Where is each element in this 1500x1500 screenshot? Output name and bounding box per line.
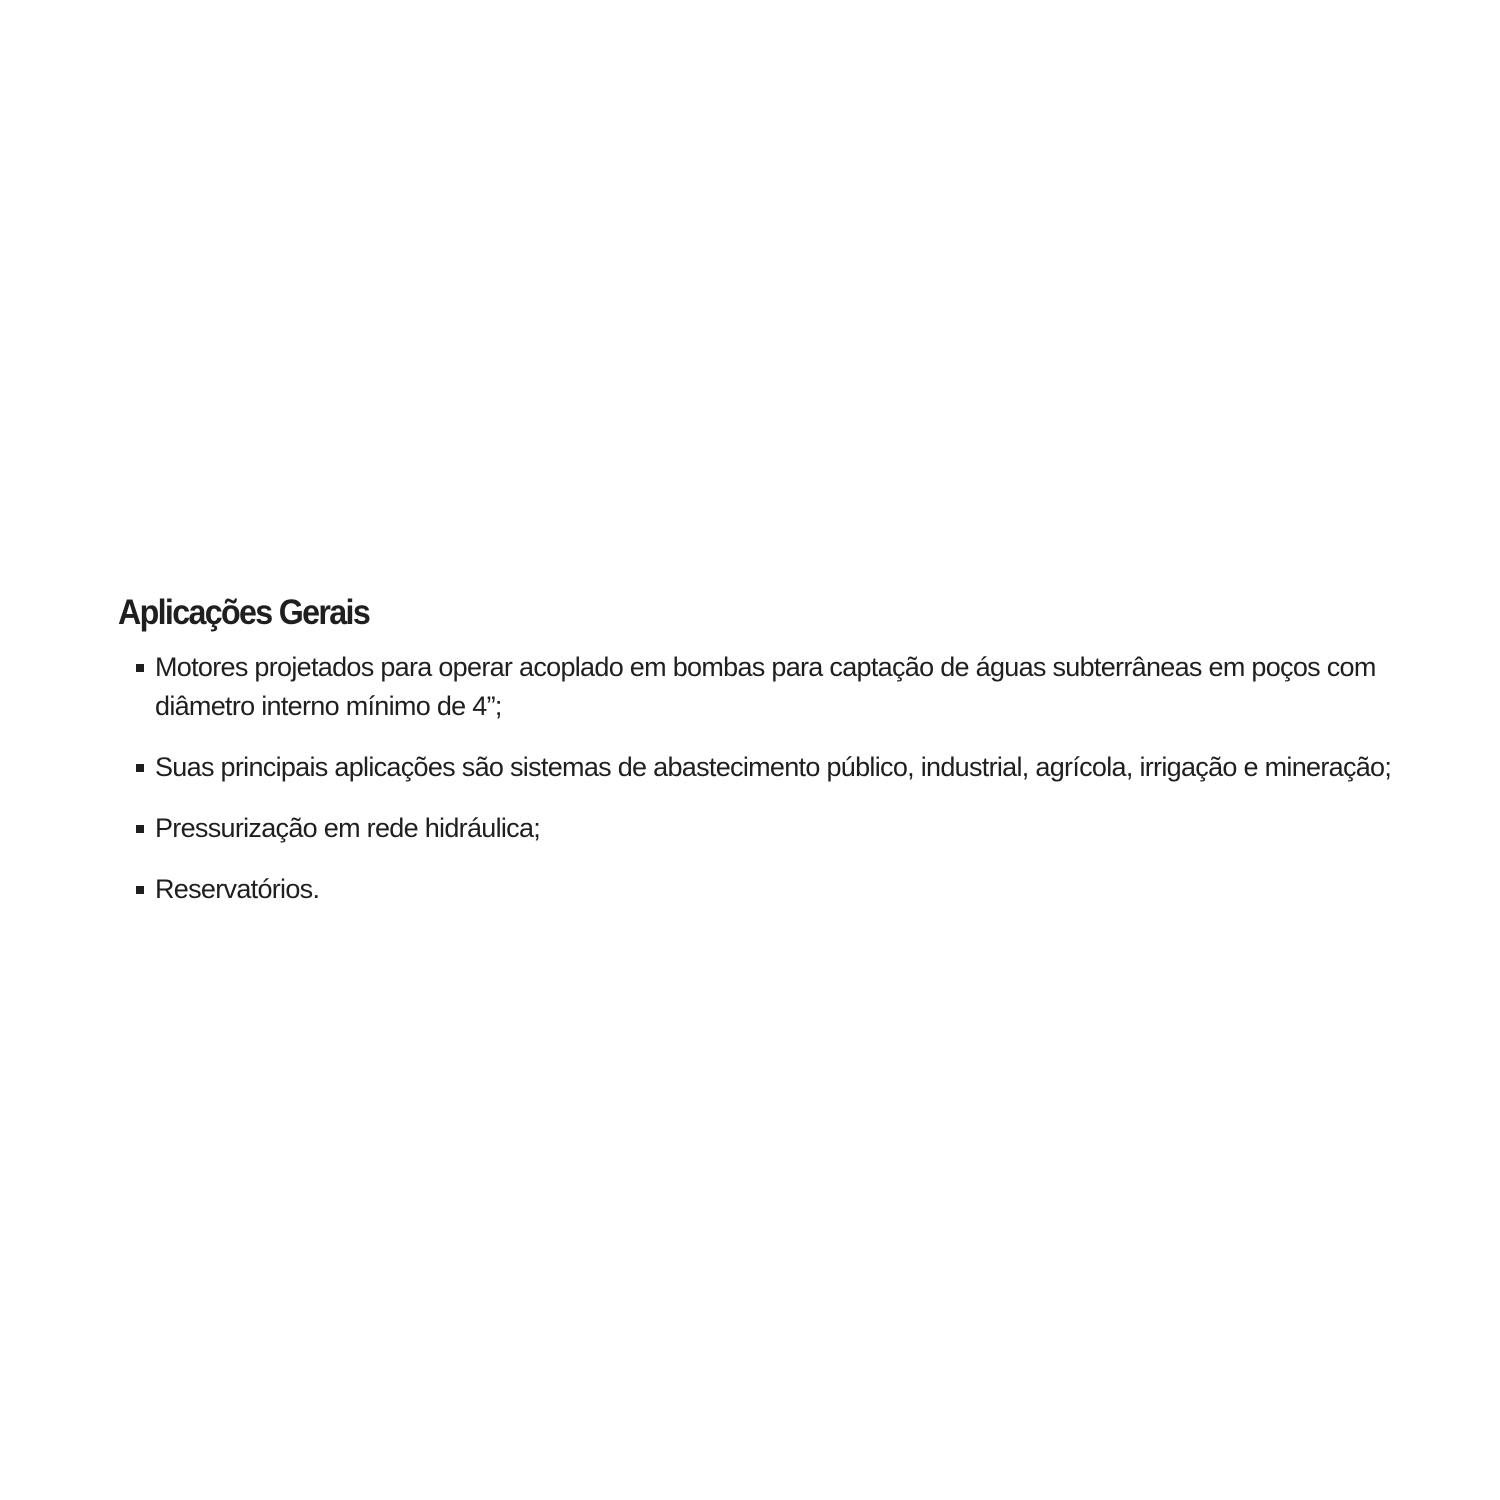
list-item (118, 870, 1400, 909)
applications-section (118, 590, 1418, 904)
bullet-icon (136, 764, 144, 772)
section-title: Aplicações Gerais (118, 593, 370, 632)
list-item (118, 648, 1400, 726)
list-item-text: Pressurização em rede hidráulica; (155, 813, 541, 843)
bullet-icon (136, 886, 144, 894)
list-item-text: Motores projetados para operar acoplado em bombas para captação de águas subterrâneas em poços com diâmetro interno mínimo de 4”; (155, 652, 1376, 721)
list-item (118, 809, 1400, 848)
list-item-text: Suas principais aplicações são sistemas de abastecimento público, industrial, agrícola, irrigação e mineração; (155, 752, 1392, 782)
list-item-text: Reservatórios. (155, 874, 320, 904)
bullet-icon (136, 825, 144, 833)
list-item (118, 748, 1445, 787)
bullet-icon (136, 664, 144, 672)
